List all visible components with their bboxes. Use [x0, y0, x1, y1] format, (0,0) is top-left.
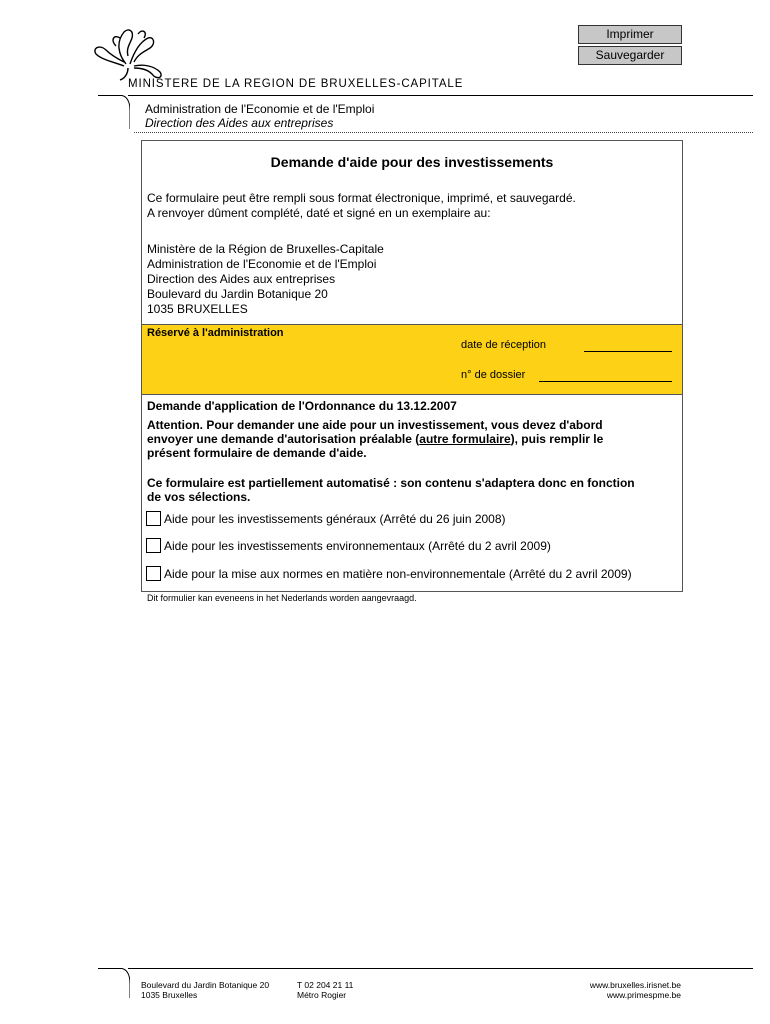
option-non-environmental-checkbox[interactable] [146, 566, 161, 581]
address-line-3: Direction des Aides aux entreprises [147, 272, 336, 286]
other-form-link[interactable]: autre formulaire [419, 432, 511, 446]
option-non-environmental-label: Aide pour la mise aux normes en matière non-environnementale (Arrêté du 2 avril 2009) [164, 566, 632, 581]
address-line-1: Ministère de la Région de Bruxelles-Capitale [147, 242, 384, 256]
option-general-label: Aide pour les investissements généraux (Arrêté du 26 juin 2008) [164, 511, 506, 526]
footer-metro: Métro Rogier [297, 990, 347, 1000]
form-title: Demande d'aide pour des investissements [270, 154, 554, 170]
option-general-checkbox[interactable] [146, 511, 161, 526]
direction-name: Direction des Aides aux entreprises [145, 116, 334, 130]
footer-website-1[interactable]: www.bruxelles.irisnet.be [589, 980, 681, 990]
attention-line-1: Attention. Pour demander une aide pour un investissement, vous devez d'abord [147, 418, 603, 432]
reception-date-field[interactable] [584, 351, 672, 352]
header-corner-curve [98, 95, 130, 129]
address-line-2: Administration de l'Economie et de l'Emploi [147, 257, 377, 271]
attention-line-2-end: ), puis remplir le [510, 432, 604, 446]
save-button[interactable]: Sauvegarder [578, 46, 682, 65]
option-general-investments[interactable] [146, 511, 506, 526]
footer-corner-curve [98, 968, 130, 998]
attention-line-3: présent formulaire de demande d'aide. [147, 446, 367, 460]
footer-website-2[interactable]: www.primespme.be [606, 990, 681, 1000]
header-dotted-divider [134, 132, 753, 133]
iris-logo-icon [90, 24, 170, 84]
address-line-4: Boulevard du Jardin Botanique 20 [147, 287, 328, 301]
automation-line-2: de vos sélections. [147, 490, 251, 504]
intro-line-1: Ce formulaire peut être rempli sous format électronique, imprimé, et sauvegardé. [147, 191, 576, 205]
footer-address-2: 1035 Bruxelles [141, 990, 198, 1000]
footer-phone: T 02 204 21 11 [297, 980, 354, 990]
reserved-title: Réservé à l'administration [147, 327, 284, 339]
administration-name: Administration de l'Economie et de l'Emploi [145, 102, 375, 116]
intro-line-2: A renvoyer dûment complété, daté et signé en un exemplaire au: [147, 206, 491, 220]
footer-rule [128, 968, 753, 969]
option-environmental-label: Aide pour les investissements environnementaux (Arrêté du 2 avril 2009) [164, 538, 551, 553]
ministry-title: MINISTERE DE LA REGION DE BRUXELLES-CAPITALE [128, 78, 464, 90]
header-rule [128, 95, 753, 96]
print-button[interactable]: Imprimer [578, 25, 682, 44]
reception-date-label: date de réception [461, 339, 547, 351]
address-line-5: 1035 BRUXELLES [147, 302, 248, 316]
ordinance-heading: Demande d'application de l'Ordonnance du 13.12.2007 [147, 399, 457, 413]
attention-line-2 [147, 432, 603, 447]
attention-line-2-start: envoyer une demande d'autorisation préalable ( [147, 432, 420, 446]
automation-line-1: Ce formulaire est partiellement automatisé : son contenu s'adaptera donc en fonction [147, 476, 635, 490]
option-non-environmental-standards[interactable] [146, 566, 632, 581]
dutch-version-note: Dit formulier kan eveneens in het Nederlands worden aangevraagd. [147, 593, 417, 603]
dossier-number-label: n° de dossier [461, 369, 526, 381]
reserved-admin-block [142, 324, 682, 395]
option-environmental-checkbox[interactable] [146, 538, 161, 553]
dossier-number-field[interactable] [539, 381, 672, 382]
option-environmental-investments[interactable] [146, 538, 551, 553]
footer-address-1: Boulevard du Jardin Botanique 20 [141, 980, 270, 990]
